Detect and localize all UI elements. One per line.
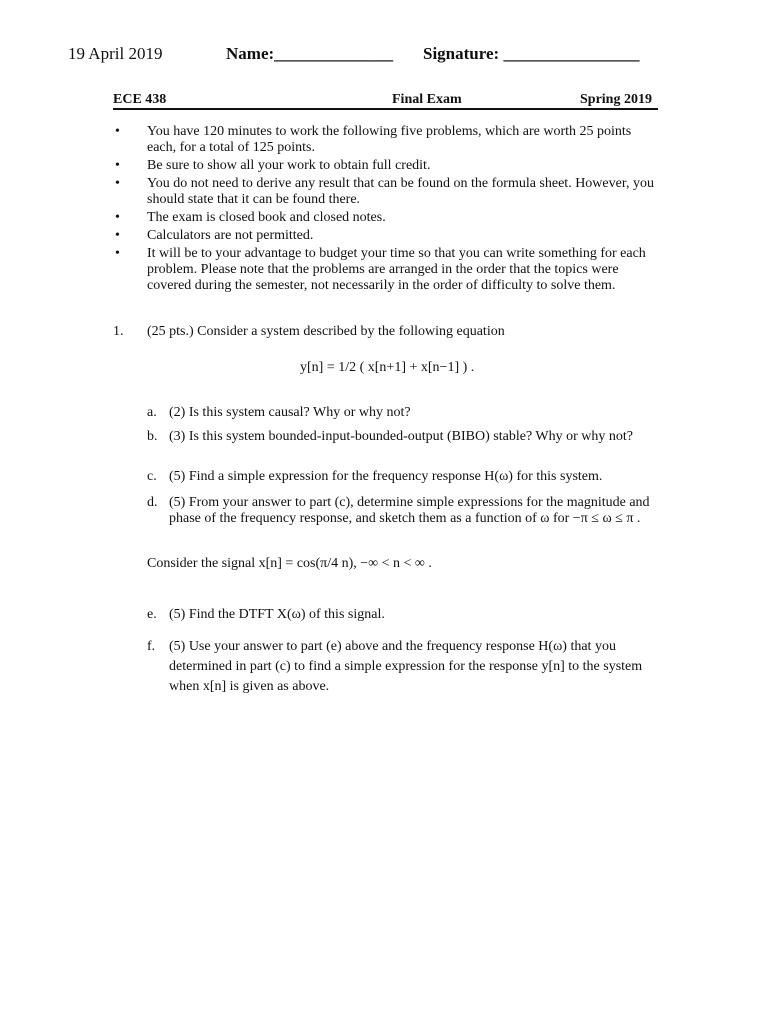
part-f: f. (5) Use your answer to part (e) above and the frequency response H(ω) that you determined in part (c) to find a simple expression for the response y[n] to the system when x[n] is given as above.: [147, 639, 643, 694]
instruction-item: • It will be to your advantage to budget your time so that you can write something for each problem. Please note that the problems are arranged in the order that the topics were covered during the semester, not necessarily in the order of difficulty to solve them.: [115, 246, 646, 293]
name-field-label: Name:______________: [226, 44, 394, 63]
signature-field-label: Signature: ________________: [423, 44, 640, 63]
instruction-item: • Calculators are not permitted.: [115, 228, 314, 243]
signal-definition: Consider the signal x[n] = cos(π/4 n), −∞ < n < ∞ .: [147, 556, 432, 571]
system-equation: y[n] = 1/2 ( x[n+1] + x[n−1] ) .: [300, 360, 475, 375]
instruction-item: • Be sure to show all your work to obtain full credit.: [115, 158, 431, 173]
exam-date: 19 April 2019: [68, 44, 163, 63]
header-rule: [113, 108, 658, 110]
exam-term: Spring 2019: [580, 92, 652, 107]
part-e: e. (5) Find the DTFT X(ω) of this signal.: [147, 607, 385, 622]
exam-title: Final Exam: [392, 92, 462, 107]
part-c: c. (5) Find a simple expression for the frequency response H(ω) for this system.: [147, 469, 603, 484]
instructions-list: [113, 124, 658, 296]
part-a: a. (2) Is this system causal? Why or why not?: [147, 405, 411, 420]
instruction-item: • The exam is closed book and closed notes.: [115, 210, 386, 225]
part-d: d. (5) From your answer to part (c), determine simple expressions for the magnitude and phase of the frequency response, and sketch them as a function of ω for −π ≤ ω ≤ π .: [147, 495, 650, 526]
problem-text: (25 pts.) Consider a system described by the following equation: [147, 324, 505, 339]
instruction-item: • You do not need to derive any result that can be found on the formula sheet. However, you should state that it can be found there.: [115, 176, 654, 207]
part-b: b. (3) Is this system bounded-input-bounded-output (BIBO) stable? Why or why not?: [147, 429, 634, 444]
problem-number: 1.: [113, 324, 124, 339]
instruction-item: • You have 120 minutes to work the following five problems, which are worth 25 points each, for a total of 125 points.: [115, 124, 632, 155]
course-code: ECE 438: [113, 92, 167, 107]
